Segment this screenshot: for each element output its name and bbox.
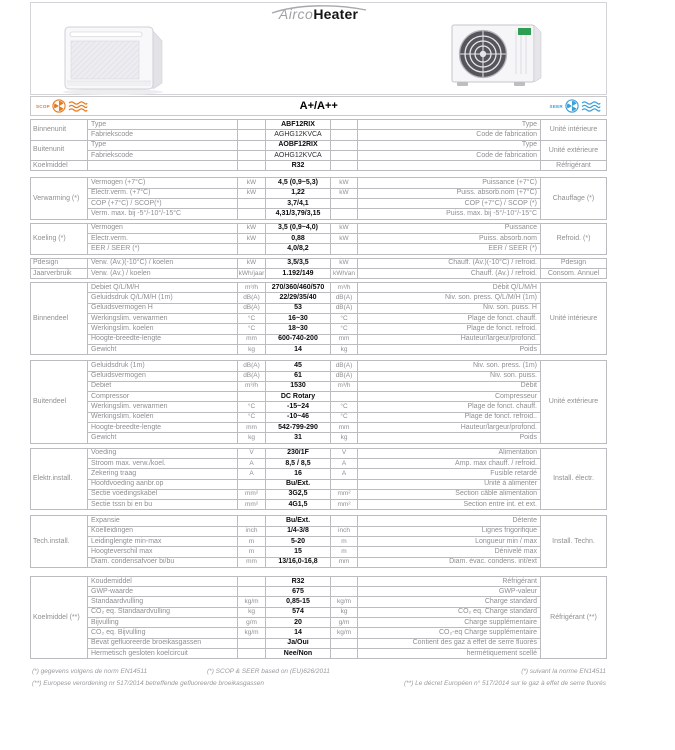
unit-fr: kg/m [331,628,358,638]
unit-fr [331,141,358,151]
spec-value: 14 [266,628,331,638]
property-label-fr: Section câble alimentation [358,490,541,500]
property-label-nl: Leidinglengte min-max [88,537,238,547]
property-label-fr: Alimentation [358,449,541,459]
spec-group-refrigerant [30,576,607,659]
property-label-nl: GWP-waarde [88,587,238,597]
section-label-nl: Elektr.install. [31,449,88,511]
spec-group-identification [30,119,607,171]
section-label-nl: Buitendeel [31,361,88,443]
unit-nl [238,244,266,254]
unit-fr: mm [331,423,358,433]
logo-text-heater: Heater [313,6,359,22]
property-label-fr: Plage de fonct. chauff. [358,314,541,324]
unit-fr: g/m [331,618,358,628]
unit-nl [238,392,266,402]
property-label-fr: Puissance (+7°C) [358,178,541,188]
unit-fr: °C [331,413,358,423]
property-label-fr: Niv. son. puiss. H [358,304,541,314]
property-label-fr: Hauteur/largeur/profond. [358,335,541,345]
spec-group-heating [30,177,607,219]
unit-nl [238,587,266,597]
unit-fr [331,199,358,209]
property-label-fr: Fusible retardé [358,469,541,479]
unit-fr [331,161,358,171]
property-label-fr: Niv. son. puiss. [358,372,541,382]
spec-value: 5-20 [266,537,331,547]
outdoor-unit-image [448,21,548,93]
property-label-nl: Bevat gefluoreerde broeikasgassen [88,639,238,649]
spec-value: AOHG12KVCA [266,151,331,161]
property-label-nl: Type [88,120,238,130]
unit-nl: kg [238,345,266,355]
unit-nl: °C [238,314,266,324]
unit-fr [331,244,358,254]
spec-value: ABF12RIX [266,120,331,130]
property-label-fr: Poids [358,345,541,355]
unit-nl: kW [238,189,266,199]
spec-value: 675 [266,587,331,597]
unit-fr [331,639,358,649]
unit-nl: kWh/jaar [238,269,266,279]
property-label-fr: Longueur min / max [358,537,541,547]
property-label-fr: Puiss. absorb.nom (+7°C) [358,189,541,199]
property-label-nl: Gewicht [88,433,238,443]
unit-fr: kW [331,178,358,188]
unit-fr [331,120,358,130]
property-label-fr: hermétiquement scellé [358,649,541,659]
property-label-fr: Diam. évac. condens. int/ext [358,558,541,568]
spec-value: 542-799-290 [266,423,331,433]
unit-nl: kg [238,608,266,618]
document [30,2,607,690]
unit-fr [331,577,358,587]
unit-nl: mm² [238,500,266,510]
property-label-fr: GWP-valeur [358,587,541,597]
unit-fr [331,587,358,597]
section-label-fr: Réfrigérant (**) [541,577,607,659]
property-label-fr: Débit [358,382,541,392]
spec-value: 53 [266,304,331,314]
unit-nl [238,639,266,649]
spec-value: DC Rotary [266,392,331,402]
unit-nl: m³/h [238,382,266,392]
property-label-fr: Section entre int. et ext. [358,500,541,510]
spec-group-pdesign-consumption [30,258,607,280]
property-label-fr: Chauff. (Av.) / refroid. [358,269,541,279]
footnote-nl-1: (*) gegevens volgens de norm EN14511 [32,668,148,676]
unit-fr [331,516,358,526]
unit-fr [331,392,358,402]
footnote-center-1: (*) SCOP & SEER based on (EU)626/2011 [207,668,330,676]
unit-nl [238,480,266,490]
property-label-fr: CO₂ eq. Charge standard [358,608,541,618]
spec-value: 3,5 (0,9~4,0) [266,224,331,234]
property-label-fr: Débit Q/L/M/H [358,283,541,293]
unit-fr: kWh/an [331,269,358,279]
property-label-nl: EER / SEER (*) [88,244,238,254]
unit-nl: dB(A) [238,293,266,303]
unit-fr: mm² [331,500,358,510]
property-label-nl: Compressor [88,392,238,402]
property-label-fr: Type [358,120,541,130]
unit-nl [238,516,266,526]
property-label-fr: Réfrigérant [358,577,541,587]
spec-value: 3,7/4,1 [266,199,331,209]
spec-value: 0,88 [266,234,331,244]
property-label-nl: Fabriekscode [88,130,238,140]
spec-value: 574 [266,608,331,618]
section-label-fr: Install. électr. [541,449,607,511]
property-label-nl: Hoofdvoeding aanbr.op [88,480,238,490]
spec-value: 8,5 / 8,5 [266,459,331,469]
spec-value: -10~46 [266,413,331,423]
unit-fr: kW [331,234,358,244]
spec-value: 270/360/460/570 [266,283,331,293]
spec-value: -15~24 [266,402,331,412]
section-label-nl: Jaarverbruik [31,269,88,279]
property-label-nl [88,161,238,171]
unit-nl: m [238,537,266,547]
footnote-fr-2: (**) Le décret Européen n° 517/2014 sur le gaz à effet de serre fluorés [403,680,606,688]
unit-fr: m³/h [331,283,358,293]
unit-nl: dB(A) [238,304,266,314]
property-label-nl: Expansie [88,516,238,526]
section-label-fr: Unité intérieure [541,120,607,141]
section-label-fr: Réfrigérant [541,161,607,171]
scop-cluster [36,99,88,113]
footnote-nl-2: (**) Europese verordening nr 517/2014 betreffende gefluoreerde broeikasgassen [32,680,264,688]
spec-value: AOBF12RIX [266,141,331,151]
property-label-nl: Koudemiddel [88,577,238,587]
property-label-nl: CO₂ eq. Bijvulling [88,628,238,638]
property-label-fr: Niv. son. press. (1m) [358,361,541,371]
property-label-nl: COP (+7°C) / SCOP(*) [88,199,238,209]
spec-value: 4G1,5 [266,500,331,510]
property-label-nl: Verm. max. bij -5°/-10°/-15°C [88,209,238,219]
section-label-nl: Pdesign [31,259,88,269]
unit-nl: kW [238,259,266,269]
header [30,2,607,95]
unit-nl [238,577,266,587]
unit-nl: m³/h [238,283,266,293]
unit-nl: kg/m [238,628,266,638]
property-label-nl: Werkingslim. verwarmen [88,402,238,412]
property-label-nl: CO₂ eq. Standaardvulling [88,608,238,618]
property-label-nl: Vermogen [88,224,238,234]
property-label-nl: Hoogteverschil max [88,547,238,557]
section-label-nl: Verwarming (*) [31,178,88,219]
property-label-fr: Puissance [358,224,541,234]
property-label-fr: Lignes frigorifique [358,527,541,537]
section-label-fr: Refroid. (*) [541,224,607,255]
property-label-fr: Poids [358,433,541,443]
spec-value: Ja/Oui [266,639,331,649]
property-label-nl: Werkingslim. koelen [88,324,238,334]
unit-fr: kg [331,608,358,618]
spec-value: 600-740-200 [266,335,331,345]
section-label-fr: Pdesign [541,259,607,269]
section-label-nl: Tech.install. [31,516,88,567]
unit-fr: dB(A) [331,361,358,371]
unit-nl: kg/m [238,597,266,607]
property-label-nl: Hoogte-breedte-lengte [88,335,238,345]
unit-nl: mm² [238,490,266,500]
property-label-fr: Niv. son. press. Q/L/M/H (1m) [358,293,541,303]
unit-fr: dB(A) [331,293,358,303]
unit-nl: kW [238,224,266,234]
unit-nl [238,161,266,171]
property-label-fr: Type [358,141,541,151]
spec-value: 31 [266,433,331,443]
unit-nl: °C [238,402,266,412]
property-label-fr: COP (+7°C) / SCOP (*) [358,199,541,209]
property-label-nl: Electr.verm. [88,234,238,244]
footnote-line-1 [30,666,607,678]
heat-airflow-waves-icon [68,100,88,112]
spec-value: 20 [266,618,331,628]
scop-label: SCOP [36,103,50,109]
section-label-nl: Koeling (*) [31,224,88,255]
property-label-nl: Vermogen (+7°C) [88,178,238,188]
spec-group-electrical-installation [30,448,607,511]
spec-value: 1.192/149 [266,269,331,279]
spec-value: 15 [266,547,331,557]
property-label-fr: Détente [358,516,541,526]
property-label-nl: Werkingslim. koelen [88,413,238,423]
unit-nl [238,209,266,219]
property-label-nl: Bijvulling [88,618,238,628]
spec-value: 13/16,0-16,8 [266,558,331,568]
spec-value: AGHG12KVCA [266,130,331,140]
section-label-nl: Buitenunit [31,141,88,162]
unit-fr: kg [331,433,358,443]
spec-table [30,119,607,659]
spec-value: Bu/Ext. [266,480,331,490]
spec-group-technical-installation [30,515,607,567]
property-label-fr: Amp. max chauff. / refroid. [358,459,541,469]
spec-value: 0,85-15 [266,597,331,607]
unit-fr: kg/m [331,597,358,607]
spec-value: 14 [266,345,331,355]
property-label-fr: Hauteur/largeur/profond. [358,423,541,433]
section-label-fr: Chauffage (*) [541,178,607,219]
unit-fr: kW [331,224,358,234]
energy-class-value: A+/A++ [299,100,338,112]
spec-value: 4,5 (0,9~5,3) [266,178,331,188]
unit-nl [238,120,266,130]
property-label-nl: Verw. (Av.)(-10°C) / koelen [88,259,238,269]
unit-fr: mm² [331,490,358,500]
unit-nl [238,199,266,209]
spec-group-indoor-unit [30,282,607,355]
unit-fr: dB(A) [331,304,358,314]
unit-nl: mm [238,335,266,345]
unit-fr: mm [331,335,358,345]
spec-value: R32 [266,161,331,171]
spec-value: 230/1F [266,449,331,459]
property-label-nl: Geluidsvermogen [88,372,238,382]
property-label-nl: Hermetisch gesloten koelcircuit [88,649,238,659]
property-label-nl: Sectie voedingskabel [88,490,238,500]
unit-fr [331,209,358,219]
unit-fr: dB(A) [331,372,358,382]
property-label-nl: Electr.verm. (+7°C) [88,189,238,199]
property-label-fr: EER / SEER (*) [358,244,541,254]
unit-nl: A [238,459,266,469]
footnote-fr-1: (*) suivant la norme EN14511 [521,668,606,676]
unit-nl: °C [238,413,266,423]
property-label-fr: Charge supplémentaire [358,618,541,628]
property-label-nl: Stroom max. verw./koel. [88,459,238,469]
unit-fr: °C [331,402,358,412]
unit-fr: m³/h [331,382,358,392]
unit-nl: kW [238,178,266,188]
property-label-fr: Puiss. max. bij -5°/-10°/-15°C [358,209,541,219]
property-label-nl: Debiet Q/L/M/H [88,283,238,293]
property-label-nl: Voeding [88,449,238,459]
unit-fr [331,151,358,161]
unit-fr: m [331,547,358,557]
property-label-nl: Geluidsdruk Q/L/M/H (1m) [88,293,238,303]
indoor-unit-image [53,21,171,97]
property-label-fr: Unité à alimenter [358,480,541,490]
unit-fr: °C [331,324,358,334]
property-label-fr: CO₂-eq Charge supplémentaire [358,628,541,638]
unit-fr [331,649,358,659]
unit-fr: mm [331,558,358,568]
unit-nl [238,649,266,659]
seer-label: SEER [549,103,563,109]
property-label-nl: Geluidsvermogen H [88,304,238,314]
scop-fan-icon [52,99,66,113]
property-label-fr: Contient des gaz à effet de serre fluorés [358,639,541,649]
spec-value: 45 [266,361,331,371]
property-label-nl: Standaardvulling [88,597,238,607]
property-label-nl: Debiet [88,382,238,392]
footnote-line-2 [30,678,607,690]
unit-nl: °C [238,324,266,334]
unit-nl: A [238,469,266,479]
unit-nl: mm [238,423,266,433]
spec-value: 16 [266,469,331,479]
spec-group-cooling [30,223,607,255]
property-label-nl: Koelleidingen [88,527,238,537]
unit-nl: kW [238,234,266,244]
section-label-fr: Unité extérieure [541,141,607,162]
property-label-nl: Fabriekscode [88,151,238,161]
property-label-nl: Zekering traag [88,469,238,479]
spec-value: 1/4-3/8 [266,527,331,537]
property-label-nl: Diam. condensafvoer bi/bu [88,558,238,568]
property-label-fr: Charge standard [358,597,541,607]
logo-swoosh-icon [270,4,368,14]
spec-value: 3,5/3,5 [266,259,331,269]
unit-nl: dB(A) [238,372,266,382]
spec-value: 4,0/8,2 [266,244,331,254]
property-label-fr: Plage de fonct. chauff. [358,402,541,412]
property-label-fr: Compresseur [358,392,541,402]
unit-fr [331,130,358,140]
unit-fr: inch [331,527,358,537]
unit-nl: V [238,449,266,459]
footnotes [30,666,607,690]
property-label-fr: Code de fabrication [358,130,541,140]
property-label-nl: Type [88,141,238,151]
property-label-fr [358,161,541,171]
spec-value: 22/29/35/40 [266,293,331,303]
spec-value: 16~30 [266,314,331,324]
property-label-nl: Hoogte-breedte-lengte [88,423,238,433]
spec-value: 18~30 [266,324,331,334]
property-label-nl: Sectie tssn bi en bu [88,500,238,510]
property-label-nl: Geluidsdruk (1m) [88,361,238,371]
unit-fr: V [331,449,358,459]
property-label-nl: Verw. (Av.) / koelen [88,269,238,279]
unit-fr: kg [331,345,358,355]
property-label-nl: Werkingslim. verwarmen [88,314,238,324]
spec-value: 1530 [266,382,331,392]
property-label-fr: Puiss. absorb.nom [358,234,541,244]
logo-text-airco: Airco [278,6,314,22]
unit-nl: kg [238,433,266,443]
spec-value: R32 [266,577,331,587]
unit-fr: kW [331,259,358,269]
section-label-fr: Consom. Annuel [541,269,607,279]
unit-fr: m [331,537,358,547]
property-label-fr: Dénivelé max [358,547,541,557]
unit-nl [238,141,266,151]
section-label-nl: Koelmiddel [31,161,88,171]
spec-value: Nee/Non [266,649,331,659]
seer-cluster [550,99,601,113]
unit-nl: m [238,547,266,557]
unit-nl [238,151,266,161]
unit-fr: A [331,469,358,479]
property-label-fr: Plage de fonct. refroid. [358,324,541,334]
section-label-nl: Binnendeel [31,283,88,355]
section-label-fr: Unité extérieure [541,361,607,443]
unit-nl: inch [238,527,266,537]
spec-value: 61 [266,372,331,382]
spec-value: 3G2,5 [266,490,331,500]
unit-nl: dB(A) [238,361,266,371]
unit-nl: g/m [238,618,266,628]
unit-fr: °C [331,314,358,324]
unit-nl: mm [238,558,266,568]
section-label-nl: Koelmiddel (**) [31,577,88,659]
energy-rating-bar [30,96,607,116]
unit-nl [238,130,266,140]
seer-fan-icon [565,99,579,113]
section-label-nl: Binnenunit [31,120,88,141]
unit-fr: A [331,459,358,469]
spec-value: 1,22 [266,189,331,199]
cool-airflow-waves-icon [581,100,601,112]
property-label-nl: Gewicht [88,345,238,355]
spec-value: Bu/Ext. [266,516,331,526]
spec-group-outdoor-unit [30,360,607,443]
property-label-fr: Plage de fonct. refroid.. [358,413,541,423]
unit-fr: kW [331,189,358,199]
property-label-fr: Chauff. (Av.)(-10°C) / refroid. [358,259,541,269]
unit-fr [331,480,358,490]
section-label-fr: Unité intérieure [541,283,607,355]
property-label-fr: Code de fabrication [358,151,541,161]
section-label-fr: Install. Techn. [541,516,607,567]
spec-value: 4,31/3,79/3,15 [266,209,331,219]
